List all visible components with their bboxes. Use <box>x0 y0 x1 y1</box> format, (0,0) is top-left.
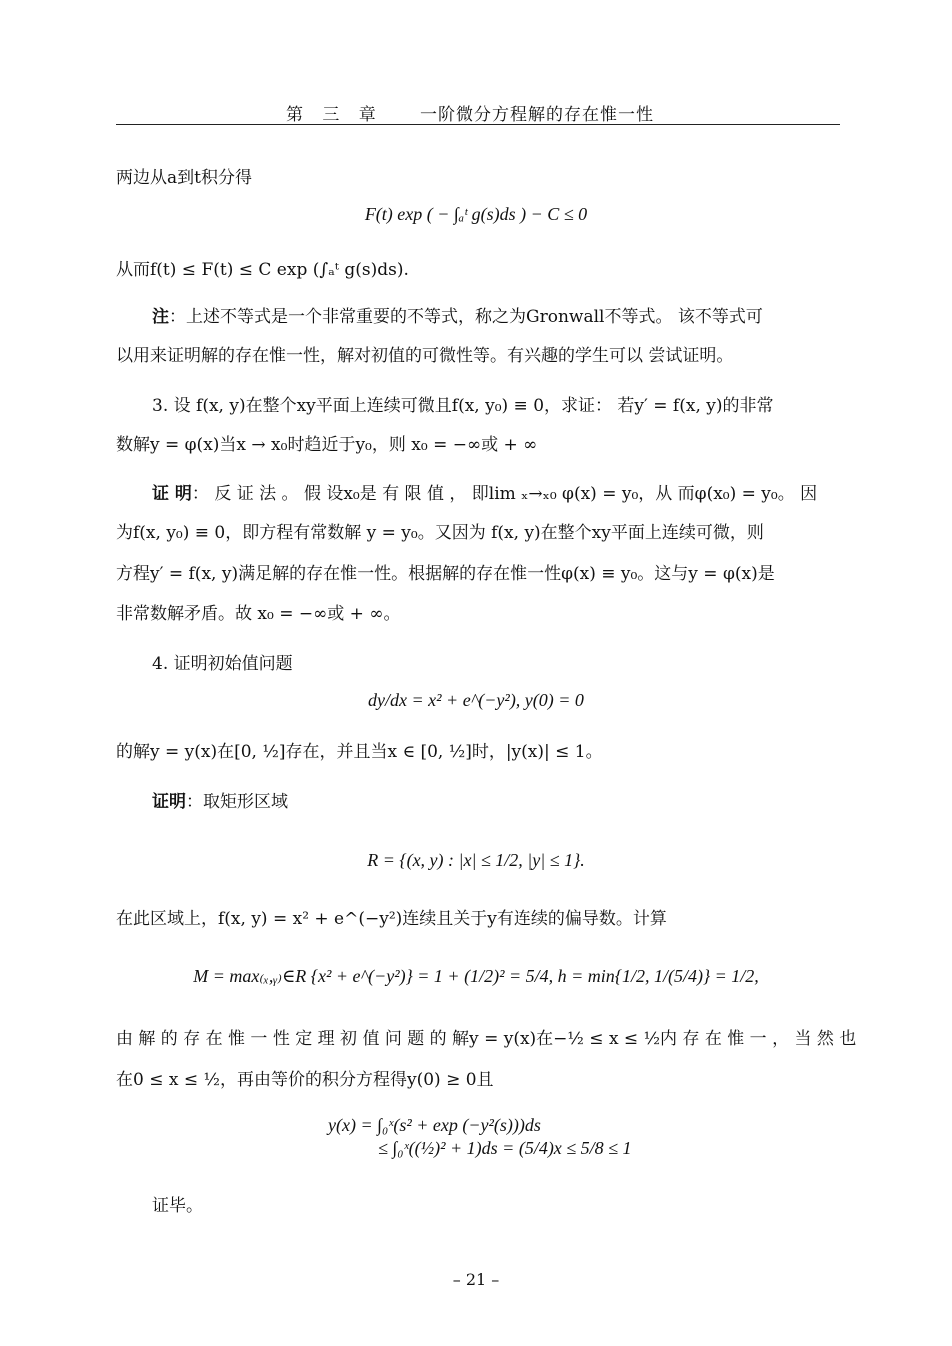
note-line-1 <box>152 305 763 329</box>
proof-3-line-1 <box>152 482 817 506</box>
question-3-line-2: 数解y = φ(x)当x → x₀时趋近于y₀，则 x₀ = −∞或 + ∞ <box>116 435 538 455</box>
paragraph-conclusion: 从而f(t) ≤ F(t) ≤ C exp (∫ₐᵗ g(s)ds). <box>116 260 409 280</box>
equation-rectangle: R = {(x, y) : |x| ≤ 1/2, |y| ≤ 1}. <box>367 850 585 870</box>
running-header <box>116 100 840 125</box>
proof-4-text-1: ：取矩形区域 <box>186 792 288 812</box>
proof-3-line-4: 非常数解矛盾。故 x₀ = −∞或 + ∞。 <box>116 604 401 624</box>
paragraph-region: 在此区域上，f(x, y) = x² + e^(−y²)连续且关于y有连续的偏导数。计算 <box>116 909 667 929</box>
proof-4-label: 证明 <box>152 792 186 812</box>
note-line-2: 以用来证明解的存在惟一性，解对初值的可微性等。有兴趣的学生可以 尝试证明。 <box>116 346 734 366</box>
proof-4-line-1 <box>152 790 288 814</box>
question-4-line-1: 4. 证明初始值问题 <box>152 654 293 674</box>
proof-3-line-2: 为f(x, y₀) ≡ 0，即方程有常数解 y = y₀。又因为 f(x, y)在整个xy平面上连续可微，则 <box>116 523 764 543</box>
proof-3-line-3: 方程y′ = f(x, y)满足解的存在惟一性。根据解的存在惟一性φ(x) ≡ y₀。这与y = φ(x)是 <box>116 564 775 584</box>
note-text-1: ：上述不等式是一个非常重要的不等式，称之为Gronwall不等式。 该不等式可 <box>169 307 763 327</box>
equation-gronwall-integral: F(t) exp ( − ∫ₐᵗ g(s)ds ) − C ≤ 0 <box>364 204 588 224</box>
note-label: 注 <box>152 307 169 327</box>
chapter-title: 一阶微分方程解的存在惟一性 <box>420 105 654 125</box>
equation-integral-bound-1: y(x) = ∫₀ˣ(s² + exp (−y²(s)))ds <box>328 1115 541 1135</box>
equation-ivp: dy/dx = x² + e^(−y²), y(0) = 0 <box>368 690 584 710</box>
page-number: – 21 – <box>452 1270 500 1289</box>
proof-3-label: 证 明 <box>152 484 192 504</box>
question-3-line-1: 3. 设 f(x, y)在整个xy平面上连续可微且f(x, y₀) ≡ 0，求证： 若y′ = f(x, y)的非常 <box>152 396 774 416</box>
question-4-line-2: 的解y = y(x)在[0, ½]存在，并且当x ∈ [0, ½]时，|y(x)| ≤ 1。 <box>116 742 603 762</box>
proof-3-text-1: ： 反 证 法 。 假 设x₀是 有 限 值 ， 即lim ₓ→ₓ₀ φ(x) = y₀，从 而φ(x₀) = y₀。 因 <box>191 484 818 504</box>
paragraph-integrate: 两边从a到t积分得 <box>116 168 252 188</box>
chapter-label: 第 三 章 <box>286 105 376 125</box>
equation-m-h: M = max₍ₓ,ᵧ₎∈R {x² + e^(−y²)} = 1 + (1/2)² = 5/4, h = min{1/2, 1/(5/4)} = 1/2, <box>193 966 759 986</box>
paragraph-uniqueness-1: 由 解 的 存 在 惟 一 性 定 理 初 值 问 题 的 解y = y(x)在−½ ≤ x ≤ ½内 存 在 惟 一 ， 当 然 也 <box>116 1029 857 1049</box>
paragraph-uniqueness-2: 在0 ≤ x ≤ ½，再由等价的积分方程得y(0) ≥ 0且 <box>116 1070 494 1090</box>
equation-integral-bound-2: ≤ ∫₀ˣ((½)² + 1)ds = (5/4)x ≤ 5/8 ≤ 1 <box>378 1138 632 1158</box>
proof-end: 证毕。 <box>152 1196 203 1216</box>
